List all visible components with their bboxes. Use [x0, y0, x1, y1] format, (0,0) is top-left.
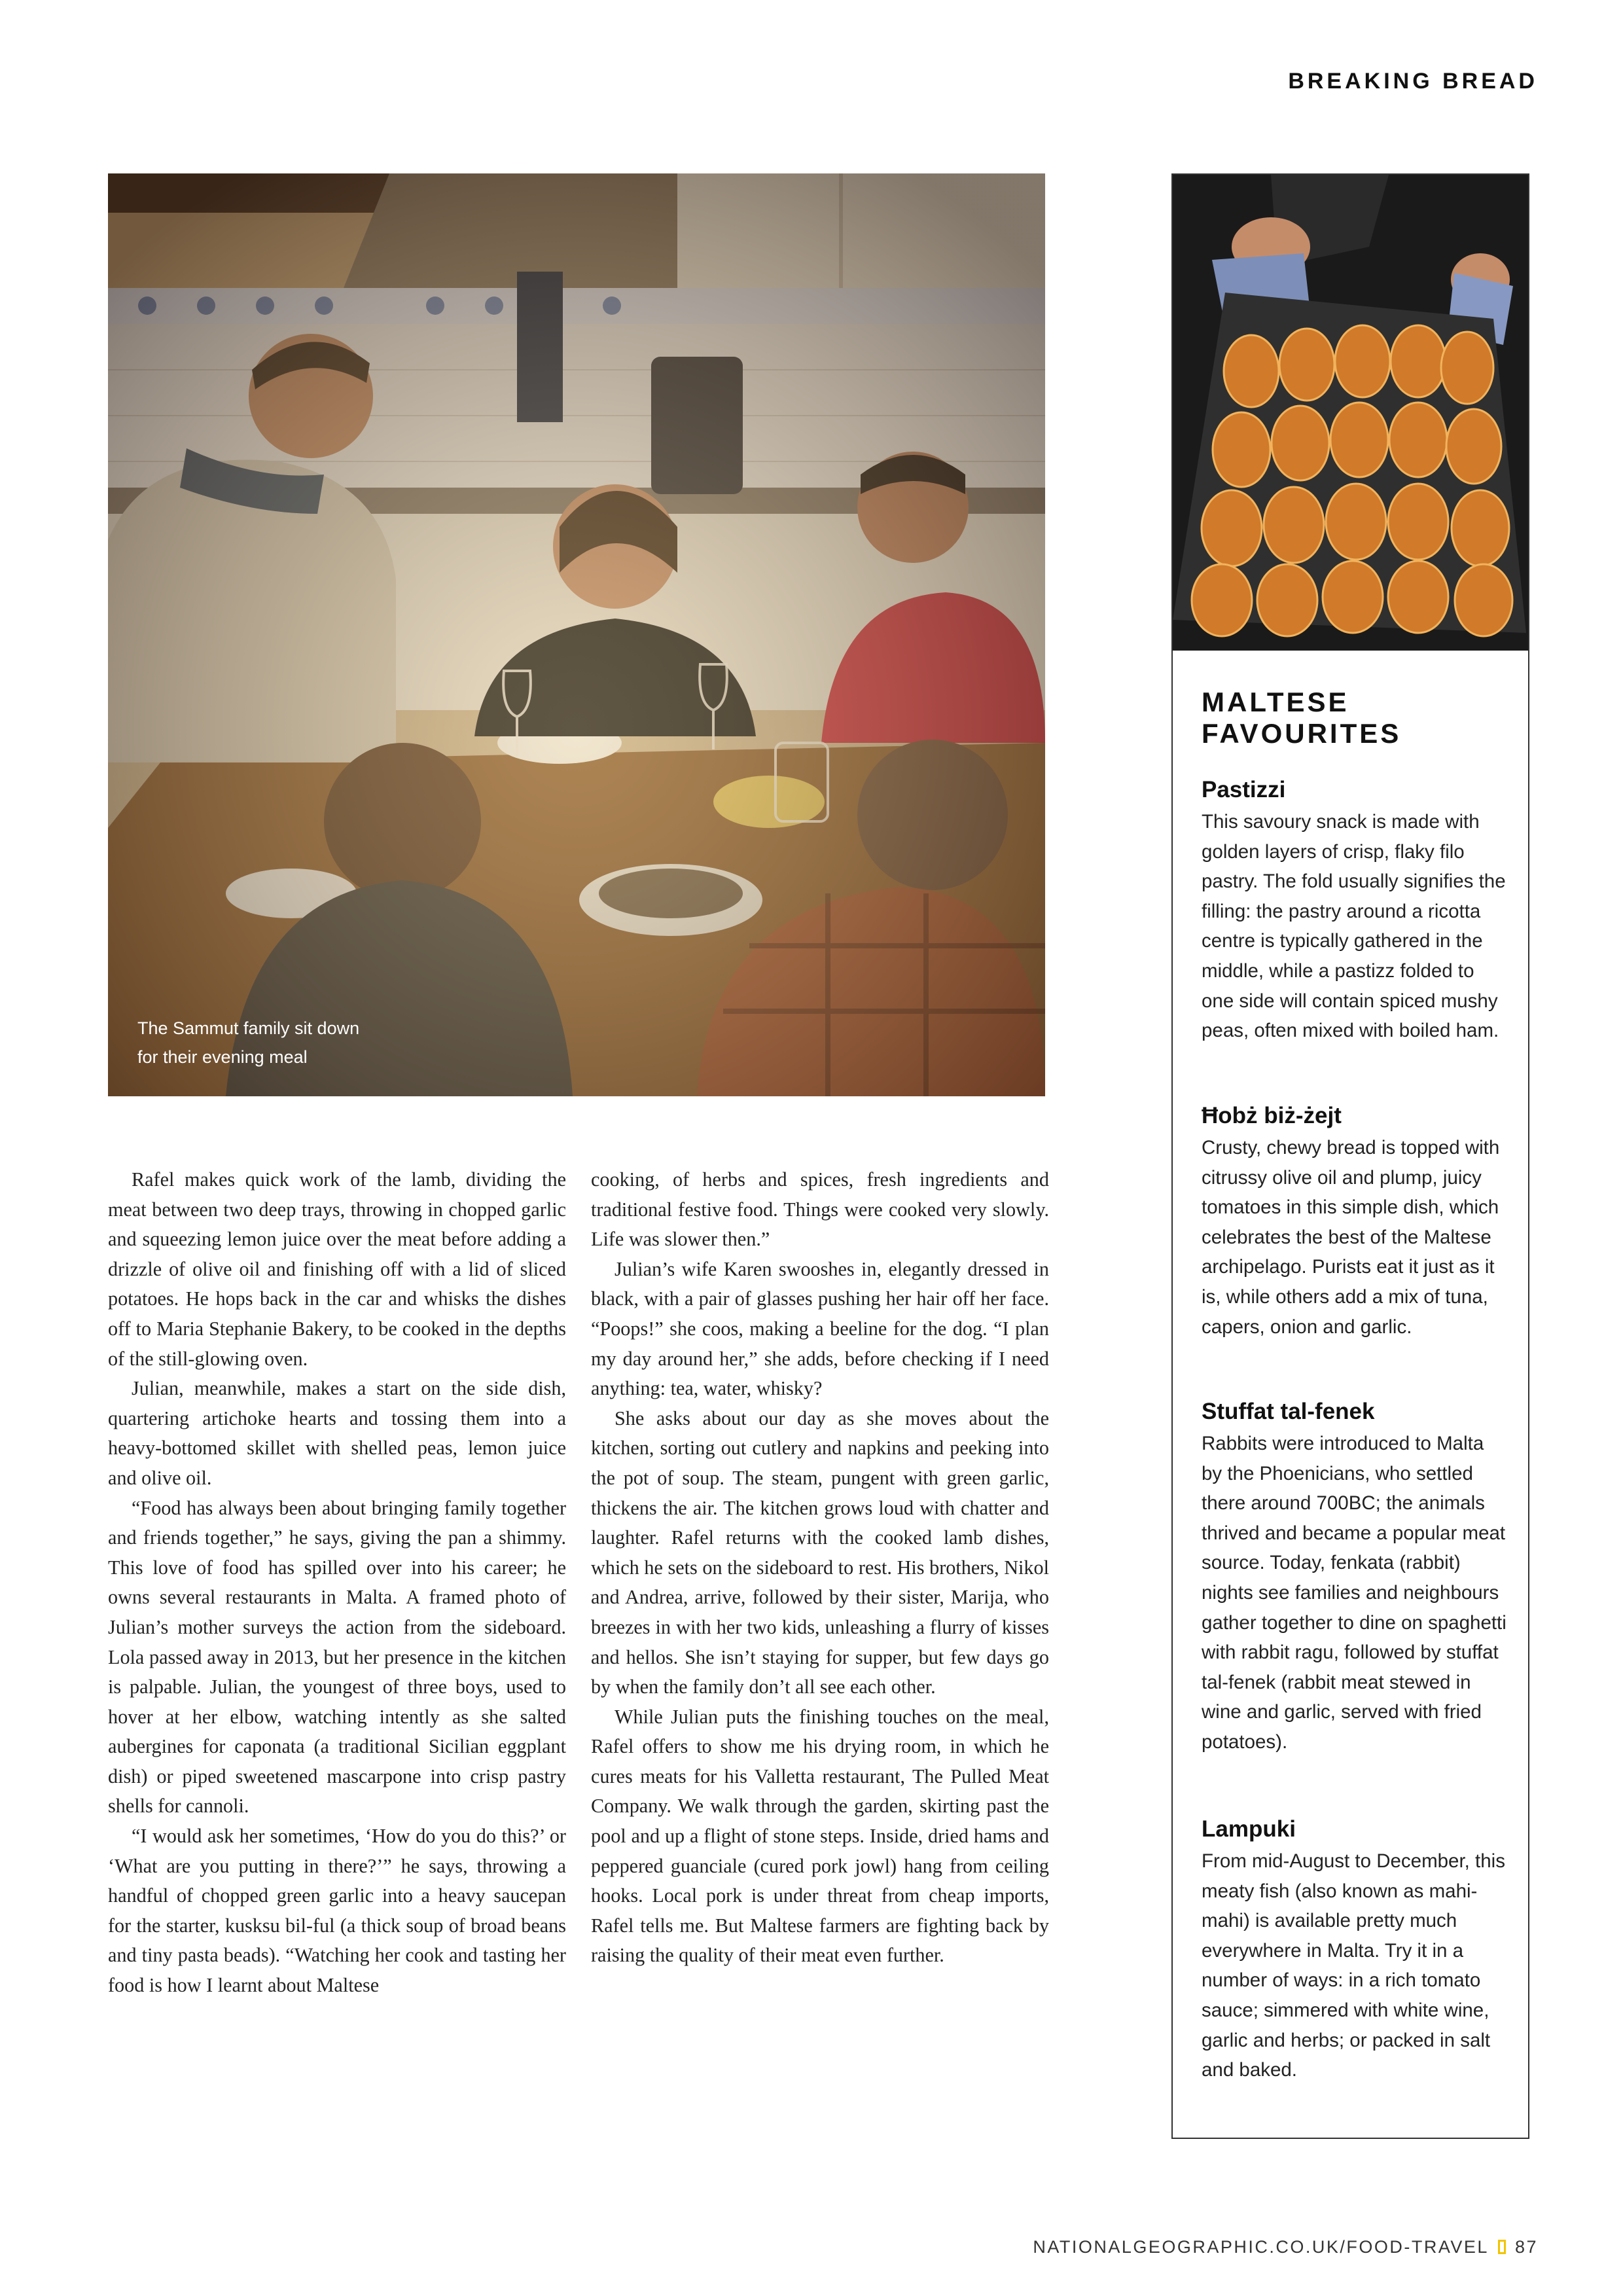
article-paragraph: While Julian puts the finishing touches on the meal, Rafel offers to show me his drying room, in which he cures meats for his Valletta restaurant, The Pulled Meat Company. We walk through the garden, skirting past the pool and up a flight of stone steps. Inside, dried hams and peppered guanciale (cured pork jowl) hang from ceiling hooks. Local pork is under threat from cheap imports, Rafel tells me. But Maltese farmers are fighting back by raising the quality of their meat even further.: [591, 1705, 1049, 1967]
favourite-item: [1202, 777, 1509, 1046]
favourite-name: Stuffat tal-fenek: [1202, 1399, 1375, 1424]
photo-caption-line2: for their evening meal: [137, 1047, 308, 1067]
article-paragraph-continued: cooking, of herbs and spices, fresh ingredients and traditional festive food. Things were cooked very slowly. Life was slower then.”: [591, 1168, 1049, 1251]
article-paragraph: “Food has always been about bringing family together and friends together,” he says, giving the pan a shimmy. This love of food has spilled over into his career; he owns several restaurants in Malta. A framed photo of Julian’s mother surveys the action from the sideboard. Lola passed away in 2013, but her presence in the kitchen is palpable. Julian, the youngest of three boys, used to hover at her elbow, watching intently as she salted aubergines for caponata (a traditional Sicilian eggplant dish) or piped sweetened mascarpone into crisp pastry shells for cannoli.: [108, 1496, 566, 1818]
photo-caption-line1: The Sammut family sit down: [137, 1018, 360, 1038]
sidebar-title-line1: MALTESE: [1202, 687, 1349, 717]
favourite-item: [1202, 1399, 1509, 1757]
favourite-name: Ħobż biż-żejt: [1202, 1103, 1342, 1128]
footer-separator: [1498, 2240, 1506, 2254]
article-paragraph: “I would ask her sometimes, ‘How do you do this?’ or ‘What are you putting in there?’” he says, throwing a handful of chopped green garlic into a heavy saucepan for the starter, kusksu bil-ful (a thick soup of broad beans and tiny pasta beads). “Watching her cook and tasting her food is how I learnt about Maltese: [108, 1825, 566, 1997]
favourite-name: Pastizzi: [1202, 777, 1286, 802]
pastizzi-tray-photo: [1173, 175, 1528, 651]
maltese-favourites-sidebar: [1171, 173, 1529, 2139]
footer-url: NATIONALGEOGRAPHIC.CO.UK/FOOD-TRAVEL: [1033, 2237, 1489, 2257]
favourite-name: Lampuki: [1202, 1816, 1296, 1842]
favourite-description: This savoury snack is made with golden layers of crisp, flaky filo pastry. The fold usually signifies the filling: the pastry around a ricotta centre is typically gathered in the middle, while a pastizz folded to one side will contain spiced mushy peas, often mixed with boiled ham.: [1202, 811, 1506, 1042]
favourite-description: Rabbits were introduced to Malta by the Phoenicians, who settled there around 700BC; the animals thrived and became a popular meat source. Today, fenkata (rabbit) nights see families and neighbours gather together to dine on spaghetti with rabbit ragu, followed by stuffat tal-fenek (rabbit meat stewed in wine and garlic, served with fried potatoes).: [1202, 1433, 1507, 1753]
section-header: BREAKING BREAD: [1288, 69, 1538, 94]
page-footer: [1033, 2237, 1538, 2257]
sidebar-title: [1202, 687, 1509, 749]
pastizzi-tray-illustration: [1173, 175, 1528, 651]
page-number: 87: [1514, 2237, 1538, 2257]
article-paragraph: She asks about our day as she moves about the kitchen, sorting out cutlery and napkins and peeking into the pot of soup. The steam, pungent with green garlic, thickens the air. The kitchen grows loud with chatter and laughter. Rafel returns with the cooked lamb dishes, which he sets on the sideboard to rest. His brothers, Nikol and Andrea, arrive, followed by their sister, Marija, who breezes in with her two kids, unleashing a flurry of kisses and hellos. She isn’t staying for supper, but few days go by when the family don’t all see each other.: [591, 1407, 1049, 1698]
family-dinner-photo: [108, 173, 1045, 1096]
article-paragraph: Rafel makes quick work of the lamb, dividing the meat between two deep trays, throwing in chopped garlic and squeezing lemon juice over the meat before adding a drizzle of olive oil and finishing off with a lid of sliced potatoes. He hops back in the car and whisks the dishes off to Maria Stephanie Bakery, to be cooked in the depths of the still-glowing oven.: [108, 1168, 566, 1370]
article-column-2: [591, 1165, 1049, 1971]
article-column-1: [108, 1165, 566, 2001]
article-paragraph: Julian’s wife Karen swooshes in, elegantly dressed in black, with a pair of glasses pushing her hair off her face. “Poops!” she coos, making a beeline for the dog. “I plan my day around her,” she adds, before checking if I need anything: tea, water, whisky?: [591, 1257, 1049, 1400]
favourite-description: From mid-August to December, this meaty fish (also known as mahi-mahi) is available pretty much everywhere in Malta. Try it in a number of ways: in a rich tomato sauce; simmered with white wine, garlic and herbs; or packed in salt and baked.: [1202, 1850, 1505, 2081]
favourite-item: [1202, 1816, 1509, 2085]
favourite-item: [1202, 1103, 1509, 1342]
article-paragraph: Julian, meanwhile, makes a start on the side dish, quartering artichoke hearts and tossing them into a heavy-bottomed skillet with shelled peas, lemon juice and olive oil.: [108, 1377, 566, 1489]
photo-caption: [137, 1014, 359, 1071]
kitchen-scene-illustration: [108, 173, 1045, 1096]
sidebar-title-line2: FAVOURITES: [1202, 718, 1402, 749]
favourite-description: Crusty, chewy bread is topped with citrussy olive oil and plump, juicy tomatoes in this simple dish, which celebrates the best of the Maltese archipelago. Purists eat it just as it is, while others add a mix of tuna, capers, onion and garlic.: [1202, 1137, 1500, 1338]
